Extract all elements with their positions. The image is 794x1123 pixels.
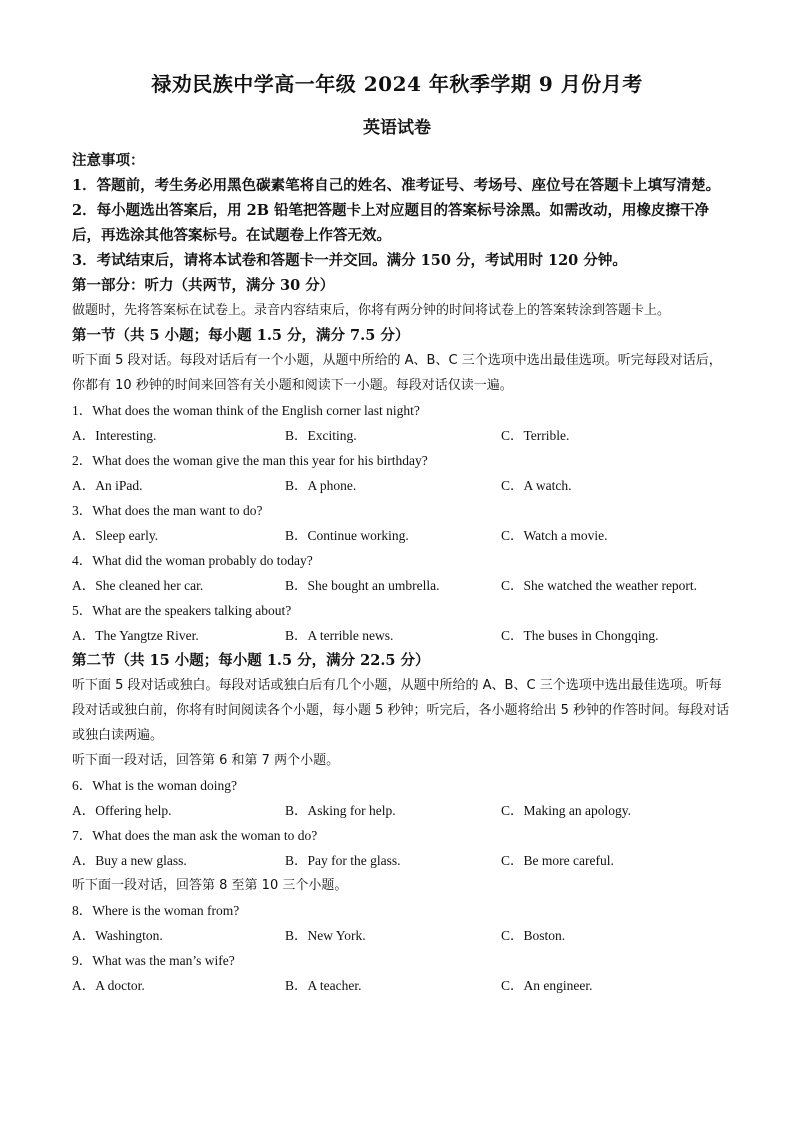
question-9: 9．What was the man’s wife? (72, 953, 235, 968)
option-a: A．Interesting. (72, 428, 157, 443)
section2-heading: 第二节（共 15 小题；每小题 1.5 分，满分 22.5 分） (72, 652, 430, 669)
option-a: A．Buy a new glass. (72, 853, 187, 868)
option-b: B．Asking for help. (285, 803, 396, 818)
option-c: C．She watched the weather report. (501, 578, 698, 593)
notice-item-1: 1．答题前，考生务必用黑色碳素笔将自己的姓名、准考证号、考场号、座位号在答题卡上填写清楚。 (72, 177, 721, 194)
option-b: B．Continue working. (285, 528, 409, 543)
notice-item-3: 3．考试结束后，请将本试卷和答题卡一并交回。满分 150 分，考试用时 120 分钟。 (72, 252, 627, 269)
option-a: A．She cleaned her car. (72, 578, 204, 593)
option-c: C．A watch. (501, 478, 572, 493)
option-a: A．Offering help. (72, 803, 172, 818)
question-5: 5．What are the speakers talking about? (72, 603, 292, 618)
option-b: B．Exciting. (285, 428, 357, 443)
option-b: B．She bought an umbrella. (285, 578, 440, 593)
group1-intro: 听下面一段对话，回答第 6 和第 7 两个小题。 (72, 753, 340, 768)
question-2-options (72, 473, 732, 498)
notice-heading: 注意事项： (72, 152, 145, 169)
option-c: C．Boston. (501, 928, 566, 943)
question-1: 1．What does the woman think of the English corner last night? (72, 403, 420, 418)
option-c: C．An engineer. (501, 978, 593, 993)
exam-subtitle: 英语试卷 (363, 118, 431, 138)
exam-title: 禄劝民族中学高一年级 2024 年秋季学期 9 月份月考 (151, 72, 643, 96)
group2-intro: 听下面一段对话，回答第 8 至第 10 三个小题。 (72, 878, 348, 893)
section2-instruction: 听下面 5 段对话或独白。每段对话或独白后有几个小题，从题中所给的 A、B、C 三个选项中选出最佳选项。听每段对话或独白前，你将有时间阅读各个小题，每小题 5 秒钟；听完后，各小题将给出 5 秒钟的作答时间。每段对话或独白读两遍。 (72, 678, 730, 743)
question-7: 7．What does the man ask the woman to do? (72, 828, 318, 843)
option-a: A．The Yangtze River. (72, 628, 199, 643)
question-6: 6．What is the woman doing? (72, 778, 237, 793)
question-1-options (72, 423, 732, 448)
option-b: B．New York. (285, 928, 366, 943)
question-6-options (72, 798, 732, 823)
option-c: C．Be more careful. (501, 853, 614, 868)
option-a: A．Washington. (72, 928, 163, 943)
question-5-options (72, 623, 732, 648)
option-a: A．An iPad. (72, 478, 143, 493)
question-4: 4．What did the woman probably do today? (72, 553, 313, 568)
option-c: C．Making an apology. (501, 803, 631, 818)
question-8: 8．Where is the woman from? (72, 903, 240, 918)
section1-heading: 第一节（共 5 小题；每小题 1.5 分，满分 7.5 分） (72, 327, 410, 344)
section1-instruction: 听下面 5 段对话。每段对话后有一个小题，从题中所给的 A、B、C 三个选项中选出最佳选项。听完每段对话后，你都有 10 秒钟的时间来回答有关小题和阅读下一小题。每段对话仅读一遍。 (72, 353, 722, 393)
question-3: 3．What does the man want to do? (72, 503, 263, 518)
question-4-options (72, 573, 732, 598)
notice-item-2: 2．每小题选出答案后，用 2B 铅笔把答题卡上对应题目的答案标号涂黑。如需改动，用橡皮擦干净后，再选涂其他答案标号。在试题卷上作答无效。 (72, 202, 710, 244)
question-2: 2．What does the woman give the man this year for his birthday? (72, 453, 428, 468)
option-b: B．A teacher. (285, 978, 362, 993)
option-c: C．Terrible. (501, 428, 570, 443)
question-7-options (72, 848, 732, 873)
option-a: A．Sleep early. (72, 528, 159, 543)
question-3-options (72, 523, 732, 548)
exam-content (72, 148, 732, 998)
option-a: A．A doctor. (72, 978, 145, 993)
option-c: C．The buses in Chongqing. (501, 628, 659, 643)
question-9-options (72, 973, 732, 998)
part1-instruction: 做题时，先将答案标在试卷上。录音内容结束后，你将有两分钟的时间将试卷上的答案转涂到答题卡上。 (72, 303, 671, 318)
option-c: C．Watch a movie. (501, 528, 608, 543)
option-b: B．Pay for the glass. (285, 853, 401, 868)
option-b: B．A phone. (285, 478, 357, 493)
question-8-options (72, 923, 732, 948)
option-b: B．A terrible news. (285, 628, 394, 643)
part1-heading: 第一部分：听力（共两节，满分 30 分） (72, 277, 335, 294)
